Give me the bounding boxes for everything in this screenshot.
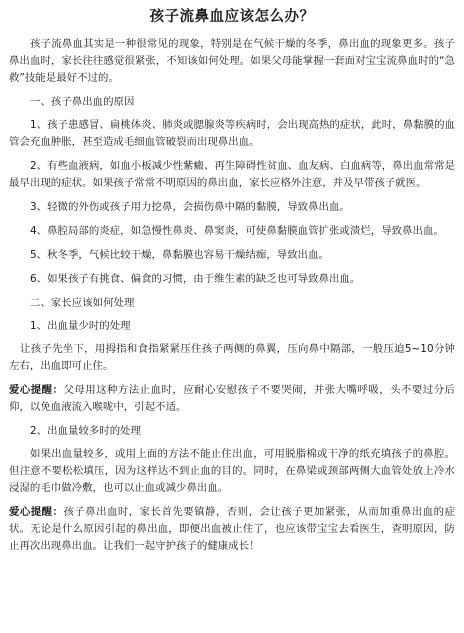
heavy-bleeding-instructions: 如果出血量较多，或用上面的方法不能止住出血，可用脱脂棉或干净的纸充填孩子的鼻腔。但注意不要松松填压，因为这样达不到止血的目的。同时，在鼻梁或颈部两侧大血管处放上冷水浸湿的毛巾做冷敷，也可以止血或减少鼻出血。 — [9, 448, 455, 494]
care-tip-text: 孩子鼻出血时，家长首先要镇静，否则，会让孩子更加紧张，从而加重鼻出血的症状。无论是什么原因引起的鼻出血，即便出血被止住了，也应该带宝宝去看医生，查明原因，防止再次出现鼻出血。让我们一起守护孩子的健康成长！ — [9, 506, 456, 552]
section-heading-handling: 二、家长应该如何处理 — [30, 297, 135, 309]
document-body — [9, 36, 455, 555]
section-heading-causes: 一、孩子鼻出血的原因 — [30, 96, 135, 108]
small-bleeding-instructions: 让孩子先坐下，用拇指和食指紧紧压住孩子两侧的鼻翼，压向鼻中隔部，一般压迫5~10分钟左右，出血即可止住。 — [9, 343, 455, 372]
care-tip-label: 爱心提醒： — [9, 506, 64, 518]
care-tip-2 — [9, 504, 455, 555]
cause-item-6: 6、如果孩子有挑食、偏食的习惯，由于维生素的缺乏也可导致鼻出血。 — [30, 273, 361, 285]
cause-item-3: 3、轻微的外伤或孩子用力挖鼻，会损伤鼻中隔的黏膜，导致鼻出血。 — [30, 201, 350, 213]
intro-paragraph: 孩子流鼻血其实是一种很常见的现象，特别是在气候干燥的冬季，鼻出血的现象更多。孩子鼻出血时，家长往往感觉很紧张，不知该如何处理。如果父母能掌握一套面对宝宝流鼻血时的“急救”技能是最好不过的。 — [9, 38, 455, 84]
document-title: 孩子流鼻血应该怎么办？ — [149, 9, 315, 25]
care-tip-text: 父母用这种方法止血时，应耐心安慰孩子不要哭闹，并张大嘴呼吸，头不要过分后仰，以免血液流入喉咙中，引起不适。 — [9, 384, 456, 413]
subheading-heavy-bleeding: 2、出血量较多时的处理 — [30, 425, 142, 437]
cause-item-4: 4、鼻腔局部的炎症，如急慢性鼻炎、鼻窦炎，可使鼻黏膜血管扩张或溃烂，导致鼻出血。 — [30, 225, 444, 237]
care-tip-label: 爱心提醒： — [9, 384, 64, 396]
cause-item-1: 1、孩子患感冒、扁桃体炎、肺炎或腮腺炎等疾病时，会出现高热的症状，此时，鼻黏膜的血管会充血肿胀，甚至造成毛细血管破裂而出现鼻出血。 — [9, 119, 455, 148]
cause-item-5: 5、秋冬季，气候比较干燥，鼻黏膜也容易干燥结痂，导致出血。 — [30, 249, 329, 261]
care-tip-1 — [9, 382, 455, 416]
subheading-small-bleeding: 1、出血量少时的处理 — [30, 320, 131, 332]
cause-item-2: 2、有些血液病，如血小板减少性紫癜、再生障碍性贫血、血友病、白血病等，鼻出血常常是最早出现的症状。如果孩子常常不明原因的鼻出血，家长应格外注意，并及早带孩子就医。 — [9, 160, 455, 189]
